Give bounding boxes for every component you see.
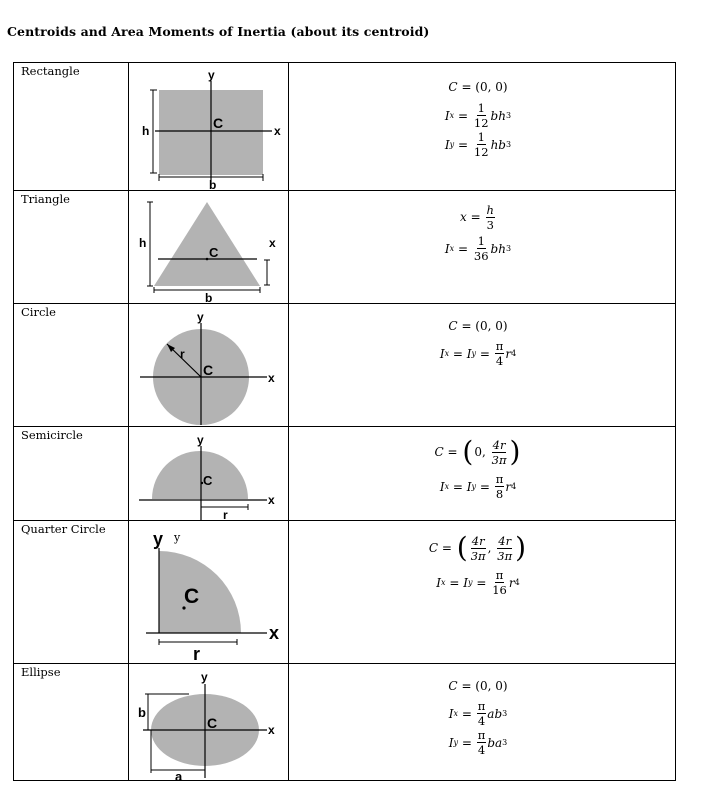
y-label: y	[197, 433, 204, 447]
b-label: b	[138, 705, 146, 720]
centroid-formula: C = (0, 0)	[448, 319, 508, 333]
y-label: y	[197, 310, 204, 324]
y-label: y	[201, 670, 208, 684]
b-label: b	[205, 291, 213, 303]
centroid-formula: C = ( $\frac{4r}{3\pi}$ , $\frac{4r}{3\pi}$ )	[428, 531, 527, 564]
rectangle-figure	[129, 63, 288, 190]
ix-formula: I x = $\frac{\pi}{4}$ ab 3	[448, 699, 508, 728]
x-label: x	[268, 493, 275, 507]
inertia-formula: I x = I y = $\frac{\pi}{16}$ r 4	[436, 568, 520, 597]
figure-cell	[129, 191, 289, 304]
centroid-formula: C = ( 0, $\frac{4r}{3\pi}$ )	[434, 435, 521, 468]
h-label: h	[139, 236, 147, 250]
a-label: a	[175, 769, 183, 780]
formula-cell	[289, 664, 676, 781]
figure-cell	[129, 664, 289, 781]
shape-name-ellipse: Ellipse	[21, 665, 61, 679]
triangle-figure	[129, 191, 288, 303]
quarter-circle-shape	[159, 551, 241, 633]
figure-cell	[129, 427, 289, 521]
centroid-label: C	[203, 362, 214, 378]
table-row	[14, 664, 676, 781]
formula-cell	[289, 304, 676, 427]
table-row	[14, 191, 676, 304]
shape-name-cell	[14, 63, 129, 191]
ix-formula: I x = $\frac{1}{12}$ bh 3	[444, 101, 512, 130]
formula-cell	[289, 521, 676, 664]
triangle-shape	[154, 202, 260, 286]
centroid-formula: C = (0, 0)	[448, 679, 508, 693]
inertia-formula: I x = I y = $\frac{\pi}{4}$ r 4	[439, 339, 517, 368]
x-centroid-formula: x = $\frac{h}{3}$	[460, 202, 494, 232]
centroid-label: C	[184, 585, 200, 608]
table-row	[14, 427, 676, 521]
shape-name-cell	[14, 427, 129, 521]
centroid-label: C	[213, 115, 224, 131]
inertia-formula: I x = I y = $\frac{\pi}{8}$ r 4	[439, 472, 517, 501]
shape-name-cell	[14, 521, 129, 664]
table-row	[14, 304, 676, 427]
circle-figure	[129, 304, 288, 426]
x-label: x	[268, 371, 275, 385]
shape-name-cell	[14, 664, 129, 781]
table-row	[14, 521, 676, 664]
figure-cell	[129, 63, 289, 191]
quarter-circle-figure	[129, 521, 288, 663]
centroid-point	[206, 258, 209, 261]
figure-cell	[129, 304, 289, 427]
shape-name-cell	[14, 191, 129, 304]
shape-name-cell	[14, 304, 129, 427]
shape-name-semicircle: Semicircle	[21, 428, 83, 442]
x-label: x	[269, 623, 280, 643]
ellipse-figure	[129, 664, 288, 780]
formula-cell	[289, 427, 676, 521]
formula-cell	[289, 63, 676, 191]
shape-name-circle: Circle	[21, 305, 56, 319]
y-label-small: y	[174, 531, 181, 544]
y-label: y	[208, 68, 215, 82]
centroid-label: C	[207, 715, 218, 731]
figure-cell	[129, 521, 289, 664]
x-label: x	[274, 124, 281, 138]
centroid-label: C	[209, 245, 219, 260]
centroids-table	[13, 62, 676, 781]
shape-name-quarter-circle: Quarter Circle	[21, 522, 106, 536]
b-label: b	[209, 178, 217, 190]
x-label: x	[268, 723, 275, 737]
semicircle-shape	[152, 451, 248, 499]
y-label-large: y	[153, 529, 164, 549]
r-label: r	[180, 347, 185, 361]
centroid-formula: C = (0, 0)	[448, 79, 508, 94]
x-label: x	[269, 236, 276, 250]
iy-formula: I y = $\frac{\pi}{4}$ ba 3	[448, 728, 508, 757]
iy-formula: I y = $\frac{1}{12}$ hb 3	[444, 130, 512, 159]
centroid-label: C	[203, 473, 213, 488]
formula-cell	[289, 191, 676, 304]
semicircle-figure	[129, 427, 288, 520]
r-label: r	[193, 644, 201, 663]
shape-name-triangle: Triangle	[21, 192, 70, 206]
r-label: r	[223, 508, 228, 520]
page-title: Centroids and Area Moments of Inertia (about its centroid)	[7, 24, 430, 39]
shape-name-rectangle: Rectangle	[21, 64, 80, 78]
ix-formula: I x = $\frac{1}{36}$ bh 3	[444, 234, 512, 263]
h-label: h	[142, 124, 150, 138]
table-row	[14, 63, 676, 191]
